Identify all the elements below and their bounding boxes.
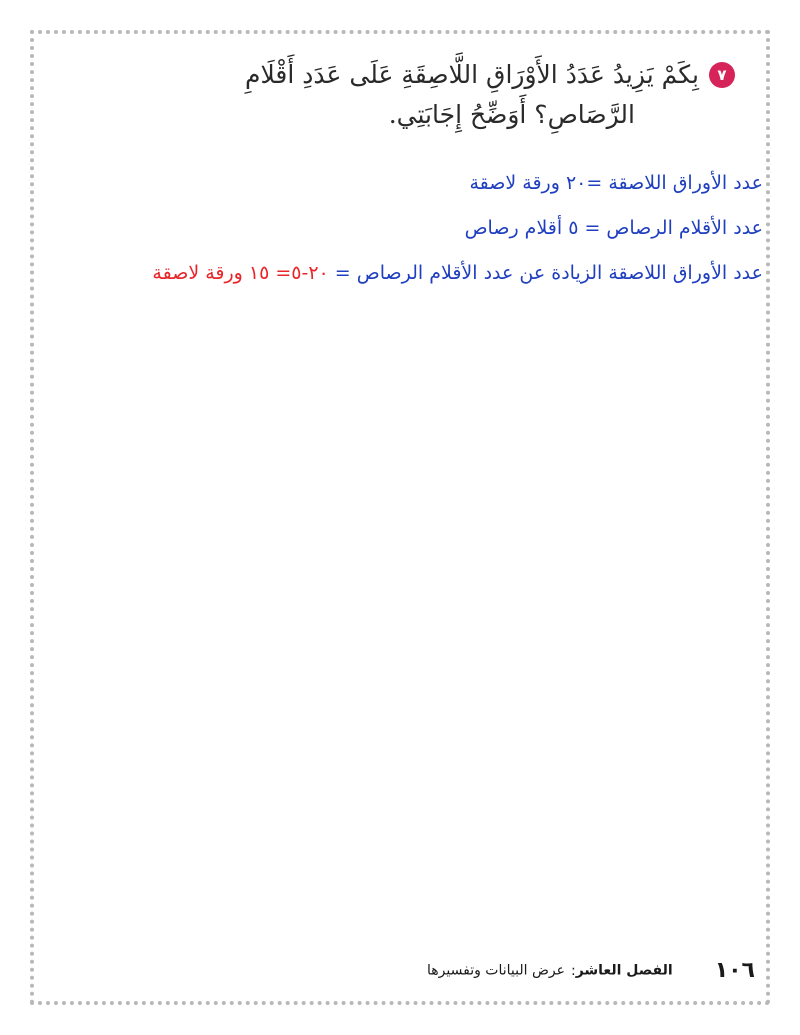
chapter-separator: :	[570, 962, 576, 979]
answer-difference-label: عدد الأوراق اللاصقة الزيادة عن عدد الأقلام الرصاص =	[328, 262, 763, 284]
chapter-name: الفصل العاشر	[575, 962, 673, 979]
question-text-line1: بِكَمْ يَزِيدُ عَدَدُ الأَوْرَاقِ اللَّاصِقَةِ عَلَى عَدَدِ أَقْلَامِ	[245, 60, 699, 89]
question-number-badge: ٧	[709, 62, 735, 88]
page-number: ١٠٦	[714, 958, 755, 983]
question-block	[75, 55, 735, 135]
answer-block	[33, 168, 763, 303]
question-text-line2: الرَّصَاصِ؟ أَوَضِّحُ إِجَابَتِي.	[388, 100, 635, 129]
answer-line-pencils: عدد الأقلام الرصاص = ٥ أقلام رصاص	[464, 217, 763, 239]
answer-line-sticky-notes: عدد الأوراق اللاصقة =٢٠ ورقة لاصقة	[469, 172, 763, 194]
answer-line-difference	[33, 258, 763, 303]
answer-difference-result: ٢٠-٥= ١٥ ورقة لاصقة	[152, 262, 329, 284]
page-footer	[427, 958, 755, 983]
chapter-title: عرض البيانات وتفسيرها	[427, 962, 565, 979]
